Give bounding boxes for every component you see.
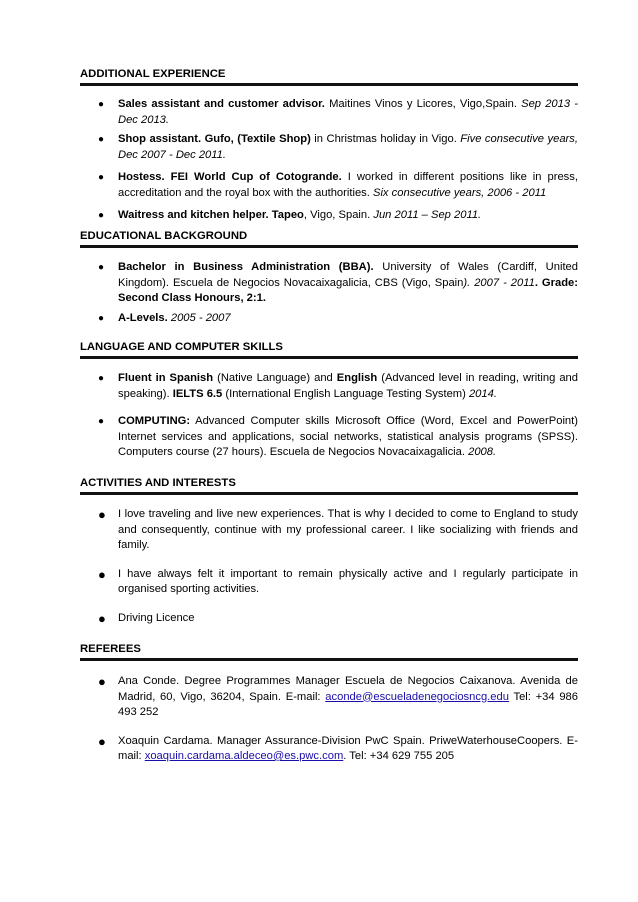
list-item	[80, 260, 578, 307]
list-item	[80, 208, 578, 224]
item-date: Six consecutive years, 2006 - 2011	[372, 186, 547, 199]
item-text: (Native Language) and	[213, 372, 337, 384]
item-grade: . Grade: Second Class Honours, 2:1.	[118, 276, 578, 304]
bullet-icon: ●	[98, 99, 105, 110]
item-date: 2014.	[468, 387, 497, 400]
item-heading: Sales assistant and customer advisor.	[118, 98, 325, 110]
item-text: (International English Language Testing System)	[222, 387, 469, 400]
item-text: University of Wales (Cardiff, United Kingdom). Escuela de Negocios Novacaixagalicia, CBS (Vigo, Spain	[118, 261, 579, 289]
list-item	[80, 414, 578, 461]
list-item	[80, 170, 578, 201]
bullet-icon: ●	[98, 373, 105, 384]
section-title-educational-background: EDUCATIONAL BACKGROUND	[80, 229, 578, 248]
item-date: Sep 2013 - Dec 2013.	[118, 98, 578, 126]
list-item	[80, 674, 578, 721]
item-date: 2008.	[468, 446, 497, 458]
bullet-icon: ●	[98, 733, 106, 749]
bullet-icon: ●	[98, 610, 106, 626]
item-heading: Shop assistant. Gufo, (Textile Shop)	[118, 133, 311, 145]
item-text: . Tel: +34 629 755 205	[343, 750, 455, 762]
item-text: Ana Conde. Degree Programmes Manager Escuela de Negocios Caixanova. Avenida de Madrid, 60, Vigo, 36204, Spain. E-mail:	[118, 675, 578, 703]
activities-list	[80, 507, 578, 626]
item-heading: COMPUTING:	[118, 415, 191, 427]
bullet-icon: ●	[98, 312, 105, 324]
bullet-icon: ●	[98, 134, 105, 145]
list-item	[80, 734, 578, 765]
item-text: (Advanced level in reading, writing and speaking).	[118, 372, 578, 400]
bullet-icon: ●	[98, 507, 106, 522]
bullet-icon: ●	[98, 210, 105, 221]
bullet-icon: ●	[98, 172, 105, 183]
list-item	[80, 611, 578, 627]
email-link[interactable]: aconde@escueladenegociosncg.edu	[325, 690, 509, 703]
item-text: Xoaquin Cardama. Manager Assurance-Division PwC Spain. PriweWaterhouseCoopers. E-mail:	[118, 734, 578, 762]
item-score: IELTS 6.5	[172, 387, 223, 400]
list-item	[80, 567, 578, 598]
item-heading: A-Levels.	[118, 311, 168, 324]
additional-experience-list	[80, 97, 578, 224]
section-title-referees: REFEREES	[80, 642, 578, 661]
bullet-icon: ●	[98, 262, 105, 273]
item-text: , Vigo, Spain.	[303, 209, 374, 221]
language-skills-list	[80, 371, 578, 461]
item-text: Advanced Computer skills Microsoft Office (Word, Excel and PowerPoint) Internet services and applications, social networks, statistical analysis programs (SPSS). Computers course (27 hours). Escuela de Negocios Novacaixagalicia.	[118, 415, 578, 458]
education-list	[80, 260, 578, 326]
item-heading: Bachelor in Business Administration (BBA).	[118, 261, 374, 273]
item-heading: Fluent in Spanish	[118, 372, 214, 384]
bullet-icon: ●	[98, 674, 106, 689]
referees-list	[80, 674, 578, 765]
item-text: Tel: +34 986 493 252	[118, 690, 578, 718]
list-item	[80, 371, 578, 402]
item-text: I have always felt it important to remain physically active and I regularly participate in organised sporting activities.	[118, 567, 578, 595]
item-date: Jun 2011 – Sep 2011.	[373, 209, 482, 221]
item-heading: Hostess. FEI World Cup of Cotogrande.	[118, 171, 342, 183]
bullet-icon: ●	[98, 416, 105, 427]
item-text: I worked in different positions like in press, accreditation and the royal box with the authorities.	[118, 171, 578, 199]
list-item	[80, 132, 578, 163]
item-language: English	[336, 372, 378, 384]
item-text: in Christmas holiday in Vigo.	[310, 133, 461, 145]
section-title-language-computer-skills: LANGUAGE AND COMPUTER SKILLS	[80, 340, 578, 359]
item-text: I love traveling and live new experiences. That is why I decided to come to England to study and consequently, continue with my professional career. I like socializing with friends and family.	[118, 508, 578, 551]
item-date: ). 2007 - 2011	[463, 276, 535, 289]
section-title-additional-experience: ADDITIONAL EXPERIENCE	[80, 67, 578, 86]
item-text: Maitines Vinos y Licores, Vigo,Spain.	[324, 98, 522, 110]
bullet-icon: ●	[98, 566, 106, 582]
list-item	[80, 311, 578, 327]
email-link[interactable]: xoaquin.cardama.aldeceo@es.pwc.com	[144, 750, 344, 762]
item-text: Driving Licence	[118, 611, 195, 624]
item-heading: Waitress and kitchen helper. Tapeo	[118, 209, 304, 221]
section-title-activities-interests: ACTIVITIES AND INTERESTS	[80, 476, 578, 495]
list-item	[80, 507, 578, 554]
item-date: Five consecutive years, Dec 2007 - Dec 2011.	[118, 133, 578, 161]
list-item	[80, 97, 578, 128]
item-date: 2005 - 2007	[170, 311, 231, 324]
